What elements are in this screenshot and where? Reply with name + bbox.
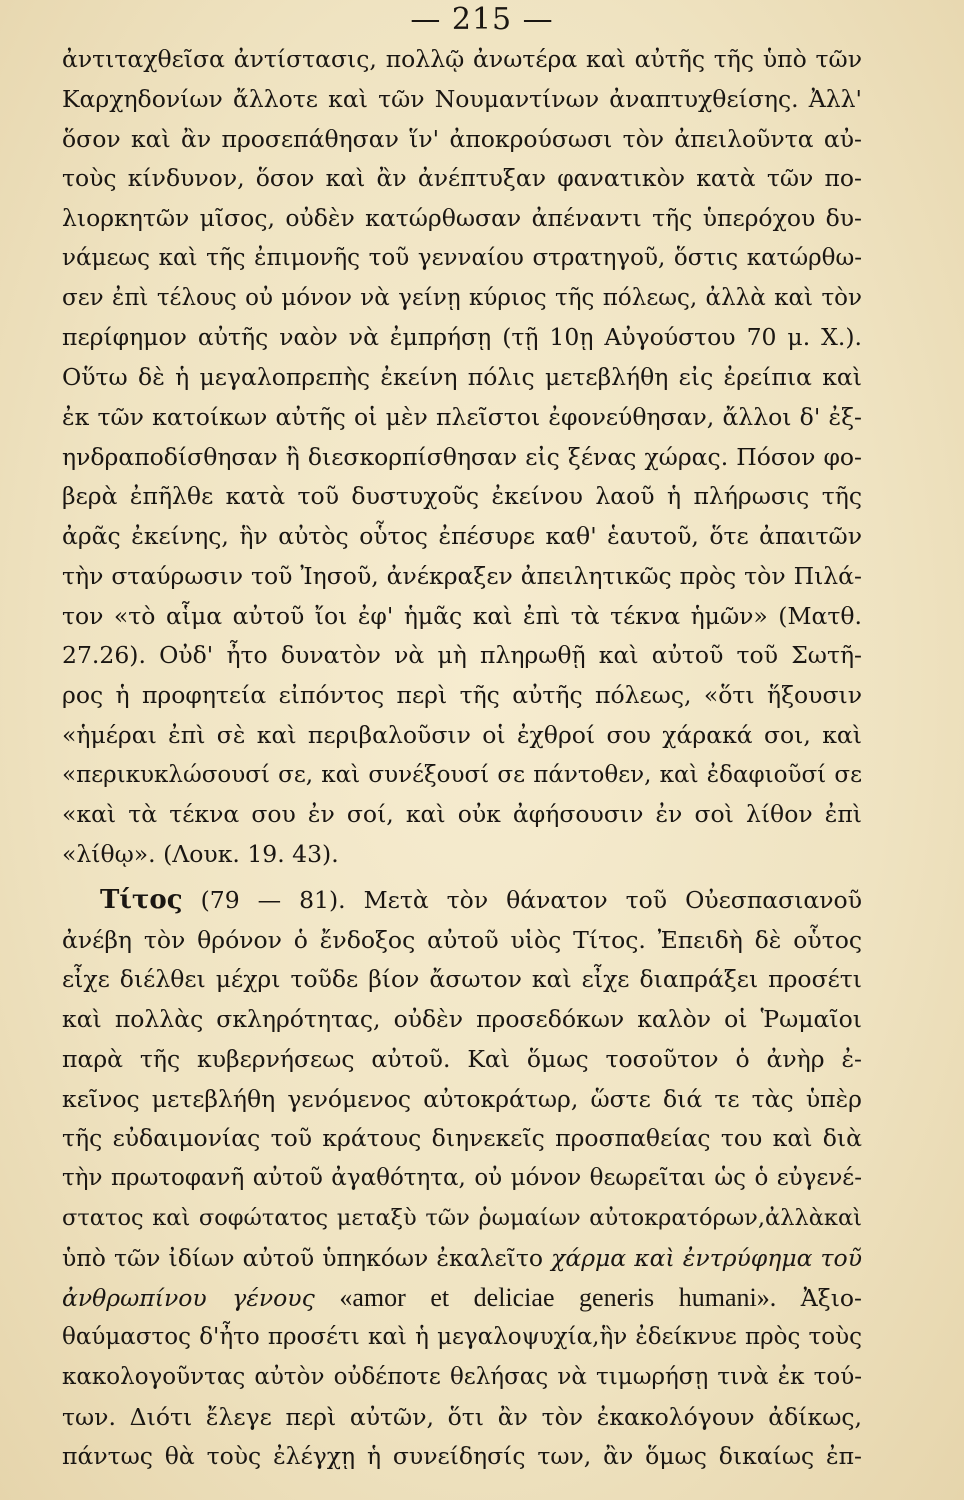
page-number: — 215 — (410, 2, 554, 37)
text-line: «λίθῳ». (Λουκ. 19. 43). (62, 840, 339, 868)
text-line-with-italic (62, 1239, 862, 1279)
text-line: λιορκητῶν μῖσος, οὐδὲν κατώρθωσαν ἀπέναντι τῆς ὑπερόχου δυ- (62, 204, 862, 232)
text-line: θαύμαστος δ'ἦτο προσέτι καὶ ἡ μεγαλοψυχία,ἣν ἐδείκνυε πρὸς τοὺς (62, 1324, 862, 1350)
text-line: ἀρᾶς ἐκείνης, ἣν αὐτὸς οὗτος ἐπέσυρε καθ' ἑαυτοῦ, ὅτε ἀπαιτῶν (62, 522, 862, 550)
text-line: Οὕτω δὲ ἡ μεγαλοπρεπὴς ἐκείνη πόλις μετεβλήθη εἰς ἐρείπια καὶ (62, 363, 862, 391)
text-line: ἀντιταχθεῖσα ἀντίστασις, πολλῷ ἀνωτέρα καὶ αὐτῆς τῆς ὑπὸ τῶν (62, 45, 862, 73)
text-span: Ἀξιο- (800, 1284, 862, 1313)
text-line: ὅσον καὶ ἂν προσεπάθησαν ἵν' ἀποκρούσωσι τὸν ἀπειλοῦντα αὐ- (62, 124, 862, 153)
text-span: (79 — 81). Μετὰ τὸν θάνατον τοῦ Οὐεσπασιανοῦ (182, 885, 862, 914)
text-line: καὶ πολλὰς σκληρότητας, οὐδὲν προσεδόκων καλὸν οἱ Ῥωμαῖοι (62, 1005, 862, 1033)
body-text (62, 40, 862, 1477)
text-span: ὑπὸ τῶν ἰδίων αὐτοῦ ὑπηκόων ἐκαλεῖτο (62, 1243, 552, 1272)
italic-phrase: ἀνθρωπίνου γένους (62, 1284, 315, 1313)
latin-phrase: «amor et deliciae generis humani». (314, 1283, 801, 1313)
section-first-line (62, 881, 862, 921)
text-line: των. Διότι ἔλεγε περὶ αὐτῶν, ὅτι ἂν τὸν ἐκακολόγουν ἀδίκως, (62, 1402, 862, 1431)
text-line: εἶχε διέλθει μέχρι τοῦδε βίον ἄσωτον καὶ εἶχε διαπράξει προσέτι (62, 965, 862, 994)
text-line: ἐκ τῶν κατοίκων αὐτῆς οἱ μὲν πλεῖστοι ἐφονεύθησαν, ἄλλοι δ' ἐξ- (62, 402, 862, 431)
text-line: «ἡμέραι ἐπὶ σὲ καὶ περιβαλοῦσιν οἱ ἐχθροί σου χάρακά σοι, καὶ (62, 720, 862, 749)
text-line: «περικυκλώσουσί σε, καὶ συνέξουσί σε πάντοθεν, καὶ ἐδαφιοῦσί σε (62, 761, 862, 788)
text-line: νάμεως καὶ τῆς ἐπιμονῆς τοῦ γενναίου στρατηγοῦ, ὅστις κατώρθω- (62, 244, 862, 271)
text-line: τὴν πρωτοφανῆ αὐτοῦ ἀγαθότητα, οὐ μόνον θεωρεῖται ὡς ὁ εὐγενέ- (62, 1165, 862, 1191)
text-line: Καρχηδονίων ἄλλοτε καὶ τῶν Νουμαντίνων ἀναπτυχθείσης. Ἀλλ' (62, 84, 862, 113)
italic-phrase: χάρμα καὶ ἐντρύφημα τοῦ (551, 1243, 862, 1272)
text-line: βερὰ ἐπῆλθε κατὰ τοῦ δυστυχοῦς ἐκείνου λαοῦ ἡ πλήρωσις τῆς (62, 482, 862, 511)
text-line: ηνδραποδίσθησαν ἢ διεσκορπίσθησαν εἰς ξένας χώρας. Πόσον φο- (62, 442, 862, 471)
text-line: κεῖνος μετεβλήθη γενόμενος αὐτοκράτωρ, ὥστε διά τε τὰς ὑπὲρ (62, 1084, 862, 1113)
text-line: στατος καὶ σοφώτατος μεταξὺ τῶν ῥωμαίων αὐτοκρατόρων,ἀλλὰκαὶ (62, 1204, 862, 1231)
text-line: πάντως θὰ τοὺς ἐλέγχῃ ἡ συνείδησίς των, ἂν ὅμως δικαίως ἐπ- (62, 1442, 862, 1471)
text-line: παρὰ τῆς κυβερνήσεως αὐτοῦ. Καὶ ὅμως τοσοῦτον ὁ ἀνὴρ ἐ- (62, 1044, 862, 1073)
text-line: 27.26). Οὐδ' ἦτο δυνατὸν νὰ μὴ πληρωθῇ καὶ αὐτοῦ τοῦ Σωτῆ- (62, 641, 862, 670)
text-line: κακολογοῦντας αὐτὸν οὐδέποτε θελήσας νὰ τιμωρήσῃ τινὰ ἐκ τού- (62, 1363, 862, 1390)
text-line: σεν ἐπὶ τέλους οὐ μόνον νὰ γείνῃ κύριος τῆς πόλεως, ἀλλὰ καὶ τὸν (62, 284, 862, 311)
text-line: τοὺς κίνδυνον, ὅσον καὶ ἂν ἀνέπτυξαν φανατικὸν κατὰ τῶν πο- (62, 164, 862, 193)
section-heading: Τίτος (100, 884, 183, 915)
text-line: ἀνέβη τὸν θρόνον ὁ ἔνδοξος αὐτοῦ υἱὸς Τίτος. Ἐπειδὴ δὲ οὗτος (62, 925, 862, 954)
text-line: τὴν σταύρωσιν τοῦ Ἰησοῦ, ἀνέκραξεν ἀπειλητικῶς πρὸς τὸν Πιλά- (62, 561, 862, 590)
text-line-with-latin (62, 1278, 862, 1318)
text-line: τον «τὸ αἷμα αὐτοῦ ἴοι ἐφ' ἡμᾶς καὶ ἐπὶ τὰ τέκνα ἡμῶν» (Ματθ. (62, 601, 862, 630)
text-line: «καὶ τὰ τέκνα σου ἐν σοί, καὶ οὐκ ἀφήσουσιν ἐν σοὶ λίθον ἐπὶ (62, 800, 862, 829)
text-line: περίφημον αὐτῆς ναὸν νὰ ἐμπρήσῃ (τῇ 10ῃ Αὐγούστου 70 μ. Χ.). (62, 323, 862, 352)
text-line: τῆς εὐδαιμονίας τοῦ κράτους διηνεκεῖς προσπαθείας του καὶ διὰ (62, 1124, 862, 1153)
text-line: ρος ἡ προφητεία εἰπόντος περὶ τῆς αὐτῆς πόλεως, «ὅτι ἥξουσιν (62, 681, 862, 709)
